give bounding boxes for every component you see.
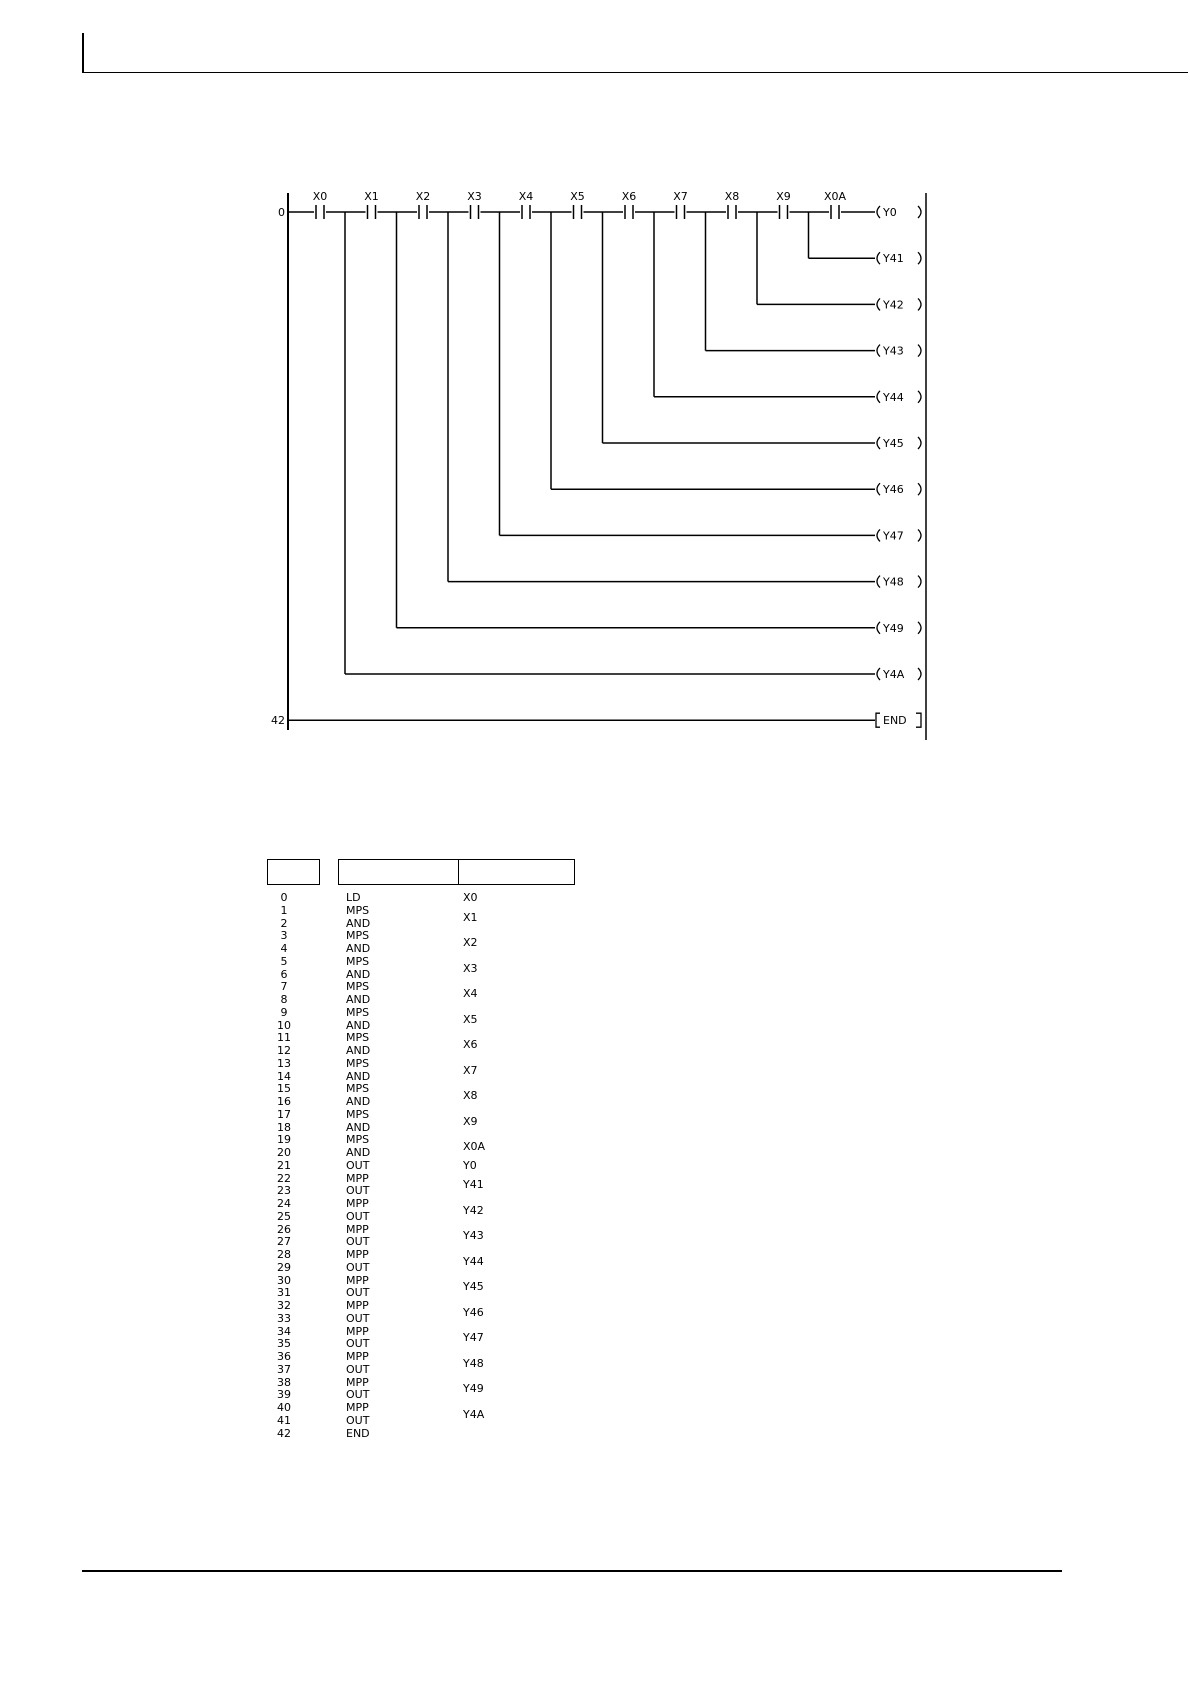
instruction: MPP xyxy=(346,1222,369,1236)
step-number: 30 xyxy=(277,1273,291,1287)
contact-label-X7: X7 xyxy=(673,190,688,203)
instruction: OUT xyxy=(346,1209,370,1223)
step-number: 20 xyxy=(277,1146,291,1159)
device: Y4A xyxy=(463,1407,485,1421)
step-number: 5 xyxy=(280,954,288,968)
coil-Y45-left-paren xyxy=(877,437,880,449)
step-number: 0 xyxy=(280,891,288,904)
instruction: OUT xyxy=(346,1413,370,1427)
coil-Y41-right-paren xyxy=(918,252,921,264)
instruction: MPP xyxy=(346,1171,369,1185)
coil-label-Y44: Y44 xyxy=(883,390,904,404)
end-right-bracket xyxy=(916,713,921,727)
step-number: 14 xyxy=(277,1069,291,1083)
coil-label-Y0: Y0 xyxy=(883,206,897,219)
device: Y49 xyxy=(463,1382,484,1396)
contact-label-X0: X0 xyxy=(312,190,328,203)
header-left-rule xyxy=(82,33,84,73)
step-number: 26 xyxy=(277,1222,291,1236)
step-number: 36 xyxy=(277,1350,291,1363)
instruction: MPP xyxy=(346,1248,369,1261)
instruction: AND xyxy=(346,1069,371,1083)
coil-Y42-right-paren xyxy=(918,298,921,310)
instruction: OUT xyxy=(346,1311,370,1325)
contact-label-X8: X8 xyxy=(724,190,740,203)
coil-Y42-left-paren xyxy=(877,298,880,310)
step-number: 8 xyxy=(280,993,288,1006)
coil-label-Y41: Y41 xyxy=(883,252,904,266)
end-left-bracket xyxy=(876,713,880,727)
coil-label-Y49: Y49 xyxy=(883,621,904,635)
instruction: OUT xyxy=(346,1337,370,1351)
step-number: 12 xyxy=(277,1044,291,1057)
step-number: 13 xyxy=(277,1056,291,1070)
step-number: 6 xyxy=(280,967,288,981)
step-number: 40 xyxy=(277,1401,291,1414)
device: Y45 xyxy=(463,1280,484,1294)
coil-Y48-left-paren xyxy=(877,576,880,588)
step-number: 34 xyxy=(277,1324,291,1338)
step-number: 32 xyxy=(277,1299,291,1312)
contact-label-X2: X2 xyxy=(415,190,431,203)
step-number: 25 xyxy=(277,1209,291,1223)
footer-rule xyxy=(82,1570,1062,1572)
device: Y0 xyxy=(463,1158,477,1172)
instruction: MPS xyxy=(346,1031,370,1045)
step-number: 22 xyxy=(277,1171,291,1185)
step-number: 7 xyxy=(280,980,288,994)
step-number: 10 xyxy=(277,1018,291,1032)
instruction: AND xyxy=(346,967,371,981)
coil-Y47-left-paren xyxy=(877,529,880,541)
coil-Y43-left-paren xyxy=(877,345,880,357)
instruction: MPS xyxy=(346,929,370,943)
device: X1 xyxy=(463,910,478,924)
instruction: AND xyxy=(346,1044,371,1057)
coil-Y43-right-paren xyxy=(918,345,921,357)
step-number: 24 xyxy=(277,1197,291,1210)
coil-Y0-left-paren xyxy=(877,206,880,218)
device: Y44 xyxy=(463,1254,484,1268)
step-number: 16 xyxy=(277,1095,291,1108)
coil-Y48-right-paren xyxy=(918,576,921,588)
contact-label-X9: X9 xyxy=(776,190,791,203)
device: Y41 xyxy=(463,1178,484,1192)
instruction: AND xyxy=(346,1120,371,1134)
instruction: AND xyxy=(346,942,371,955)
step-number: 31 xyxy=(277,1286,291,1300)
step-number: 33 xyxy=(277,1311,291,1325)
instruction: MPS xyxy=(346,1133,370,1147)
instruction: AND xyxy=(346,916,371,930)
instruction: MPS xyxy=(346,1005,370,1019)
step-number: 11 xyxy=(277,1031,291,1045)
coil-Y45-right-paren xyxy=(918,437,921,449)
instruction: OUT xyxy=(346,1158,370,1172)
coil-label-Y42: Y42 xyxy=(883,298,904,312)
instruction: OUT xyxy=(346,1388,370,1402)
coil-Y0-right-paren xyxy=(918,206,921,218)
instruction: AND xyxy=(346,993,371,1006)
coil-Y49-right-paren xyxy=(918,622,921,634)
device: X0A xyxy=(463,1140,486,1153)
step-number: 29 xyxy=(277,1260,291,1274)
contact-label-X0A: X0A xyxy=(823,190,847,203)
coil-Y46-left-paren xyxy=(877,483,880,495)
instruction: MPP xyxy=(346,1197,369,1210)
coil-label-Y46: Y46 xyxy=(883,483,904,497)
device: X6 xyxy=(463,1038,478,1051)
coil-Y47-right-paren xyxy=(918,529,921,541)
instruction: OUT xyxy=(346,1260,370,1274)
step-number-42: 42 xyxy=(271,714,285,728)
list-header-step-box xyxy=(267,859,320,885)
step-number: 41 xyxy=(277,1413,291,1427)
step-number: 28 xyxy=(277,1248,291,1261)
step-number: 3 xyxy=(280,929,288,943)
contact-label-X6: X6 xyxy=(621,190,637,203)
device: X8 xyxy=(463,1089,478,1102)
device: X0 xyxy=(463,891,478,904)
instruction: MPS xyxy=(346,1056,370,1070)
instruction: MPP xyxy=(346,1401,369,1414)
coil-label-Y43: Y43 xyxy=(883,344,904,358)
device: X2 xyxy=(463,936,478,949)
coil-label-Y4A: Y4A xyxy=(883,668,905,681)
list-header-instruction-box xyxy=(338,859,458,885)
step-number: 38 xyxy=(277,1375,291,1389)
coil-label-Y45: Y45 xyxy=(883,437,904,450)
device: X4 xyxy=(463,987,478,1000)
device: X9 xyxy=(463,1114,478,1128)
coil-Y4A-left-paren xyxy=(877,668,880,680)
step-number: 37 xyxy=(277,1362,291,1376)
instruction: MPP xyxy=(346,1324,369,1338)
end-instruction-label: END xyxy=(883,714,907,728)
contact-label-X1: X1 xyxy=(364,190,379,203)
device: Y48 xyxy=(463,1356,484,1370)
list-header-device-box xyxy=(458,859,575,885)
step-number: 19 xyxy=(277,1133,291,1147)
device: X3 xyxy=(463,961,478,975)
step-number: 15 xyxy=(277,1082,291,1096)
instruction: MPS xyxy=(346,1082,370,1096)
instruction: MPS xyxy=(346,954,370,968)
step-number: 27 xyxy=(277,1235,291,1249)
step-number: 23 xyxy=(277,1184,291,1198)
instruction: AND xyxy=(346,1095,371,1108)
coil-Y46-right-paren xyxy=(918,483,921,495)
contact-label-X5: X5 xyxy=(570,190,585,203)
instruction: MPS xyxy=(346,903,370,917)
instruction: MPP xyxy=(346,1299,369,1312)
device: X7 xyxy=(463,1063,478,1077)
device: X5 xyxy=(463,1012,478,1026)
step-number: 18 xyxy=(277,1120,291,1134)
instruction: OUT xyxy=(346,1184,370,1198)
instruction: MPP xyxy=(346,1350,369,1363)
instruction: AND xyxy=(346,1146,371,1159)
coil-Y49-left-paren xyxy=(877,622,880,634)
instruction: OUT xyxy=(346,1286,370,1300)
coil-Y44-right-paren xyxy=(918,391,921,403)
instruction: MPS xyxy=(346,1107,370,1121)
instruction: MPS xyxy=(346,980,370,994)
step-number: 2 xyxy=(280,916,288,930)
instruction: AND xyxy=(346,1018,371,1032)
header-rule xyxy=(82,72,1188,73)
step-number: 4 xyxy=(280,942,288,955)
step-number-0: 0 xyxy=(278,206,285,219)
step-number: 21 xyxy=(277,1158,291,1172)
instruction: END xyxy=(346,1426,370,1440)
step-number: 42 xyxy=(277,1426,291,1440)
coil-label-Y47: Y47 xyxy=(883,529,904,543)
ladder-diagram xyxy=(260,185,940,745)
device: Y47 xyxy=(463,1331,484,1345)
coil-Y4A-right-paren xyxy=(918,668,921,680)
coil-label-Y48: Y48 xyxy=(883,575,904,589)
instruction: MPP xyxy=(346,1273,369,1287)
step-number: 9 xyxy=(280,1005,288,1019)
step-number: 1 xyxy=(280,903,288,917)
instruction: MPP xyxy=(346,1375,369,1389)
device: Y46 xyxy=(463,1305,484,1319)
coil-Y44-left-paren xyxy=(877,391,880,403)
coil-Y41-left-paren xyxy=(877,252,880,264)
contact-label-X4: X4 xyxy=(518,190,534,203)
step-number: 17 xyxy=(277,1107,291,1121)
step-number: 39 xyxy=(277,1388,291,1402)
instruction: LD xyxy=(346,891,361,904)
device: Y42 xyxy=(463,1203,484,1217)
step-number: 35 xyxy=(277,1337,291,1351)
instruction: OUT xyxy=(346,1362,370,1376)
contact-label-X3: X3 xyxy=(467,190,482,203)
instruction: OUT xyxy=(346,1235,370,1249)
device: Y43 xyxy=(463,1229,484,1243)
